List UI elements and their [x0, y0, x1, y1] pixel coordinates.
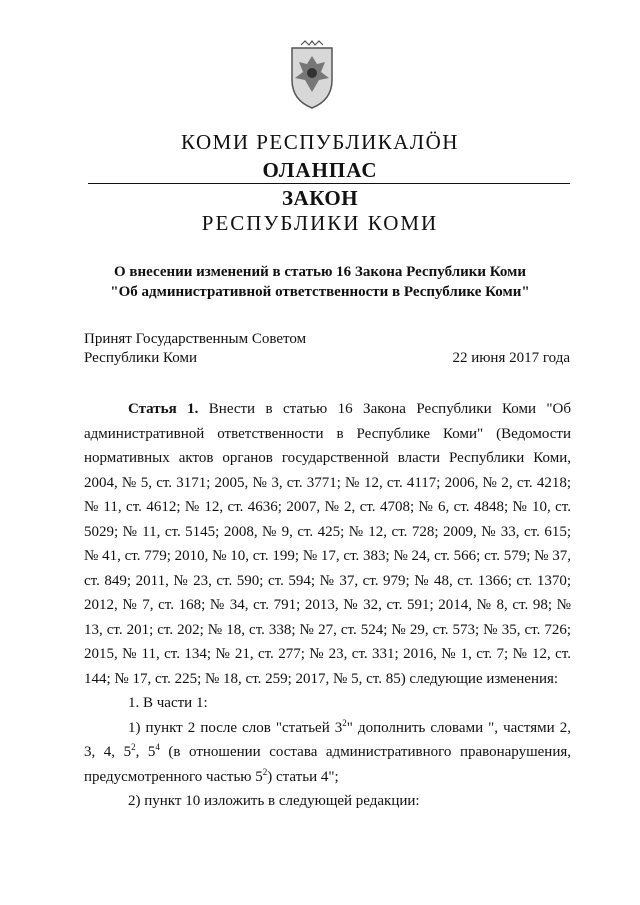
law-title-line2: "Об административной ответственности в Республике Коми" [110, 284, 530, 300]
article-text: Внести в статью 16 Закона Республики Коми "Об административной ответственности в Республике Коми" (Ведомости нормативных актов органов государственной власти Республики Коми, 2004, № 5, ст. 3171; 2005, № 3, ст. 3771; № 12, ст. 4117; 2006, № 2, ст. 4218; № 11, ст. 4612; № 12, ст. 4636; 2007, № 2, ст. 4708; № 6, ст. 4848; № 10, ст. 5029; № 11, ст. 5145; 2008, № 9, ст. 425; № 12, ст. 728; 2009, № 33, ст. 615; № 41, ст. 779; 2010, № 10, ст. 199; № 17, ст. 383; № 24, ст. 566; ст. 579; № 37, ст. 849; 2011, № 23, ст. 590; ст. 594; № 37, ст. 979; № 48, ст. 1366; ст. 1370; 2012, № 7, ст. 168; № 34, ст. 791; 2013, № 32, ст. 591; 2014, № 8, ст. 98; № 13, ст. 201; ст. 202; № 18, ст. 338; № 27, ст. 524; № 29, ст. 573; № 35, ст. 726; 2015, № 11, ст. 134; № 21, ст. 277; № 23, ст. 331; 2016, № 1, ст. 7; № 12, ст. 144; № 17, ст. 225; № 18, ст. 259; 2017, № 5, ст. 85) следующие изменения: [84, 401, 571, 687]
document-body [84, 397, 571, 814]
adoption-line2: Республики Коми [84, 350, 197, 366]
header-olanpas: ОЛАНПАС [262, 158, 378, 182]
header-komi-language: КОМИ РЕСПУБЛИКАЛӦН [181, 130, 459, 154]
header-republic: РЕСПУБЛИКИ КОМИ [201, 211, 439, 235]
item-1: 1) пункт 2 после слов "статьей $3^2$" дополнить словами ", частями 2, 3, 4, $5^2$, $5^4$ (в отношении состава административного правонарушения, предусмотренного частью $5^2$) статьи 4"; [84, 717, 572, 785]
article-label: Статья 1. [128, 401, 199, 417]
part-1: 1. В части 1: [128, 695, 208, 711]
adoption-info [84, 330, 306, 368]
adoption-date: 22 июня 2017 года [452, 350, 570, 366]
coat-of-arms-icon [287, 40, 337, 110]
law-title [0, 262, 640, 302]
law-title-line1: О внесении изменений в статью 16 Закона Республики Коми [113, 264, 526, 280]
adoption-line1: Принят Государственным Советом [84, 331, 307, 347]
item-2: 2) пункт 10 изложить в следующей редакции: [128, 793, 420, 809]
article-1 [84, 397, 571, 691]
header-zakon: ЗАКОН [281, 186, 359, 210]
header-divider [88, 183, 570, 184]
